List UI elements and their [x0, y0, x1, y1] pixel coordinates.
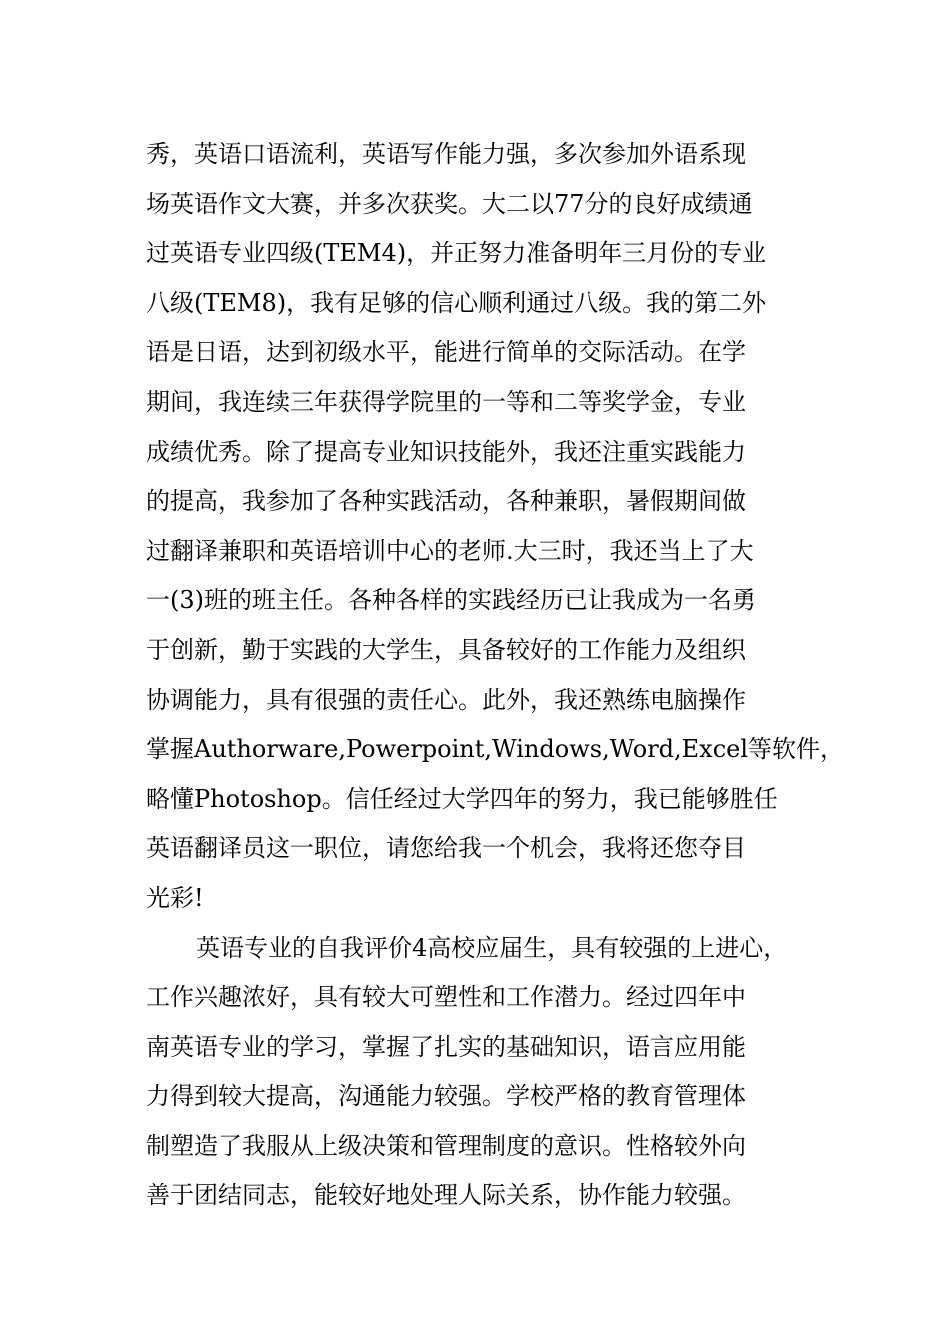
text-line: 成绩优秀。除了提高专业知识技能外，我还注重实践能力	[146, 437, 746, 466]
paragraph-self-evaluation-4	[146, 924, 846, 1222]
text-line: 英语翻译员这一职位，请您给我一个机会，我将还您夺目	[146, 834, 746, 863]
text-line: 的提高，我参加了各种实践活动，各种兼职，暑假期间做	[146, 487, 746, 516]
text-line: 光彩!	[146, 883, 204, 912]
text-line: 过翻译兼职和英语培训中心的老师.大三时，我还当上了大	[146, 536, 754, 565]
text-line: 八级(TEM8)，我有足够的信心顺利通过八级。我的第二外	[146, 288, 767, 317]
text-line: 协调能力，具有很强的责任心。此外，我还熟练电脑操作	[146, 685, 746, 714]
paragraph-self-evaluation-continued	[146, 130, 846, 924]
text-line: 语是日语，达到初级水平，能进行简单的交际活动。在学	[146, 338, 746, 367]
text-line: 场英语作文大赛，并多次获奖。大二以77分的良好成绩通	[146, 189, 753, 218]
text-line: 制塑造了我服从上级决策和管理制度的意识。性格较外向	[146, 1131, 746, 1160]
text-line: 工作兴趣浓好，具有较大可塑性和工作潜力。经过四年中	[146, 983, 746, 1012]
text-line: 秀，英语口语流利，英语写作能力强，多次参加外语系现	[146, 140, 746, 168]
text-line: 略懂Photoshop。信任经过大学四年的努力，我已能够胜任	[146, 784, 778, 813]
text-line: 一(3)班的班主任。各种各样的实践经历已让我成为一名勇	[146, 586, 756, 615]
text-line: 掌握Authorware,Powerpoint,Windows,Word,Excel等软件，	[146, 735, 845, 764]
text-line-indented: 英语专业的自我评价4高校应届生，具有较强的上进心，	[196, 933, 788, 962]
text-line: 南英语专业的学习，掌握了扎实的基础知识，语言应用能	[146, 1032, 746, 1061]
text-line: 于创新，勤于实践的大学生，具备较好的工作能力及组织	[146, 635, 746, 664]
text-line: 善于团结同志，能较好地处理人际关系，协作能力较强。	[146, 1181, 746, 1210]
text-line: 力得到较大提高，沟通能力较强。学校严格的教育管理体	[146, 1082, 746, 1111]
text-line: 过英语专业四级(TEM4)，并正努力准备明年三月份的专业	[146, 239, 767, 268]
document-body	[146, 130, 846, 1221]
text-line: 期间，我连续三年获得学院里的一等和二等奖学金，专业	[146, 387, 746, 416]
